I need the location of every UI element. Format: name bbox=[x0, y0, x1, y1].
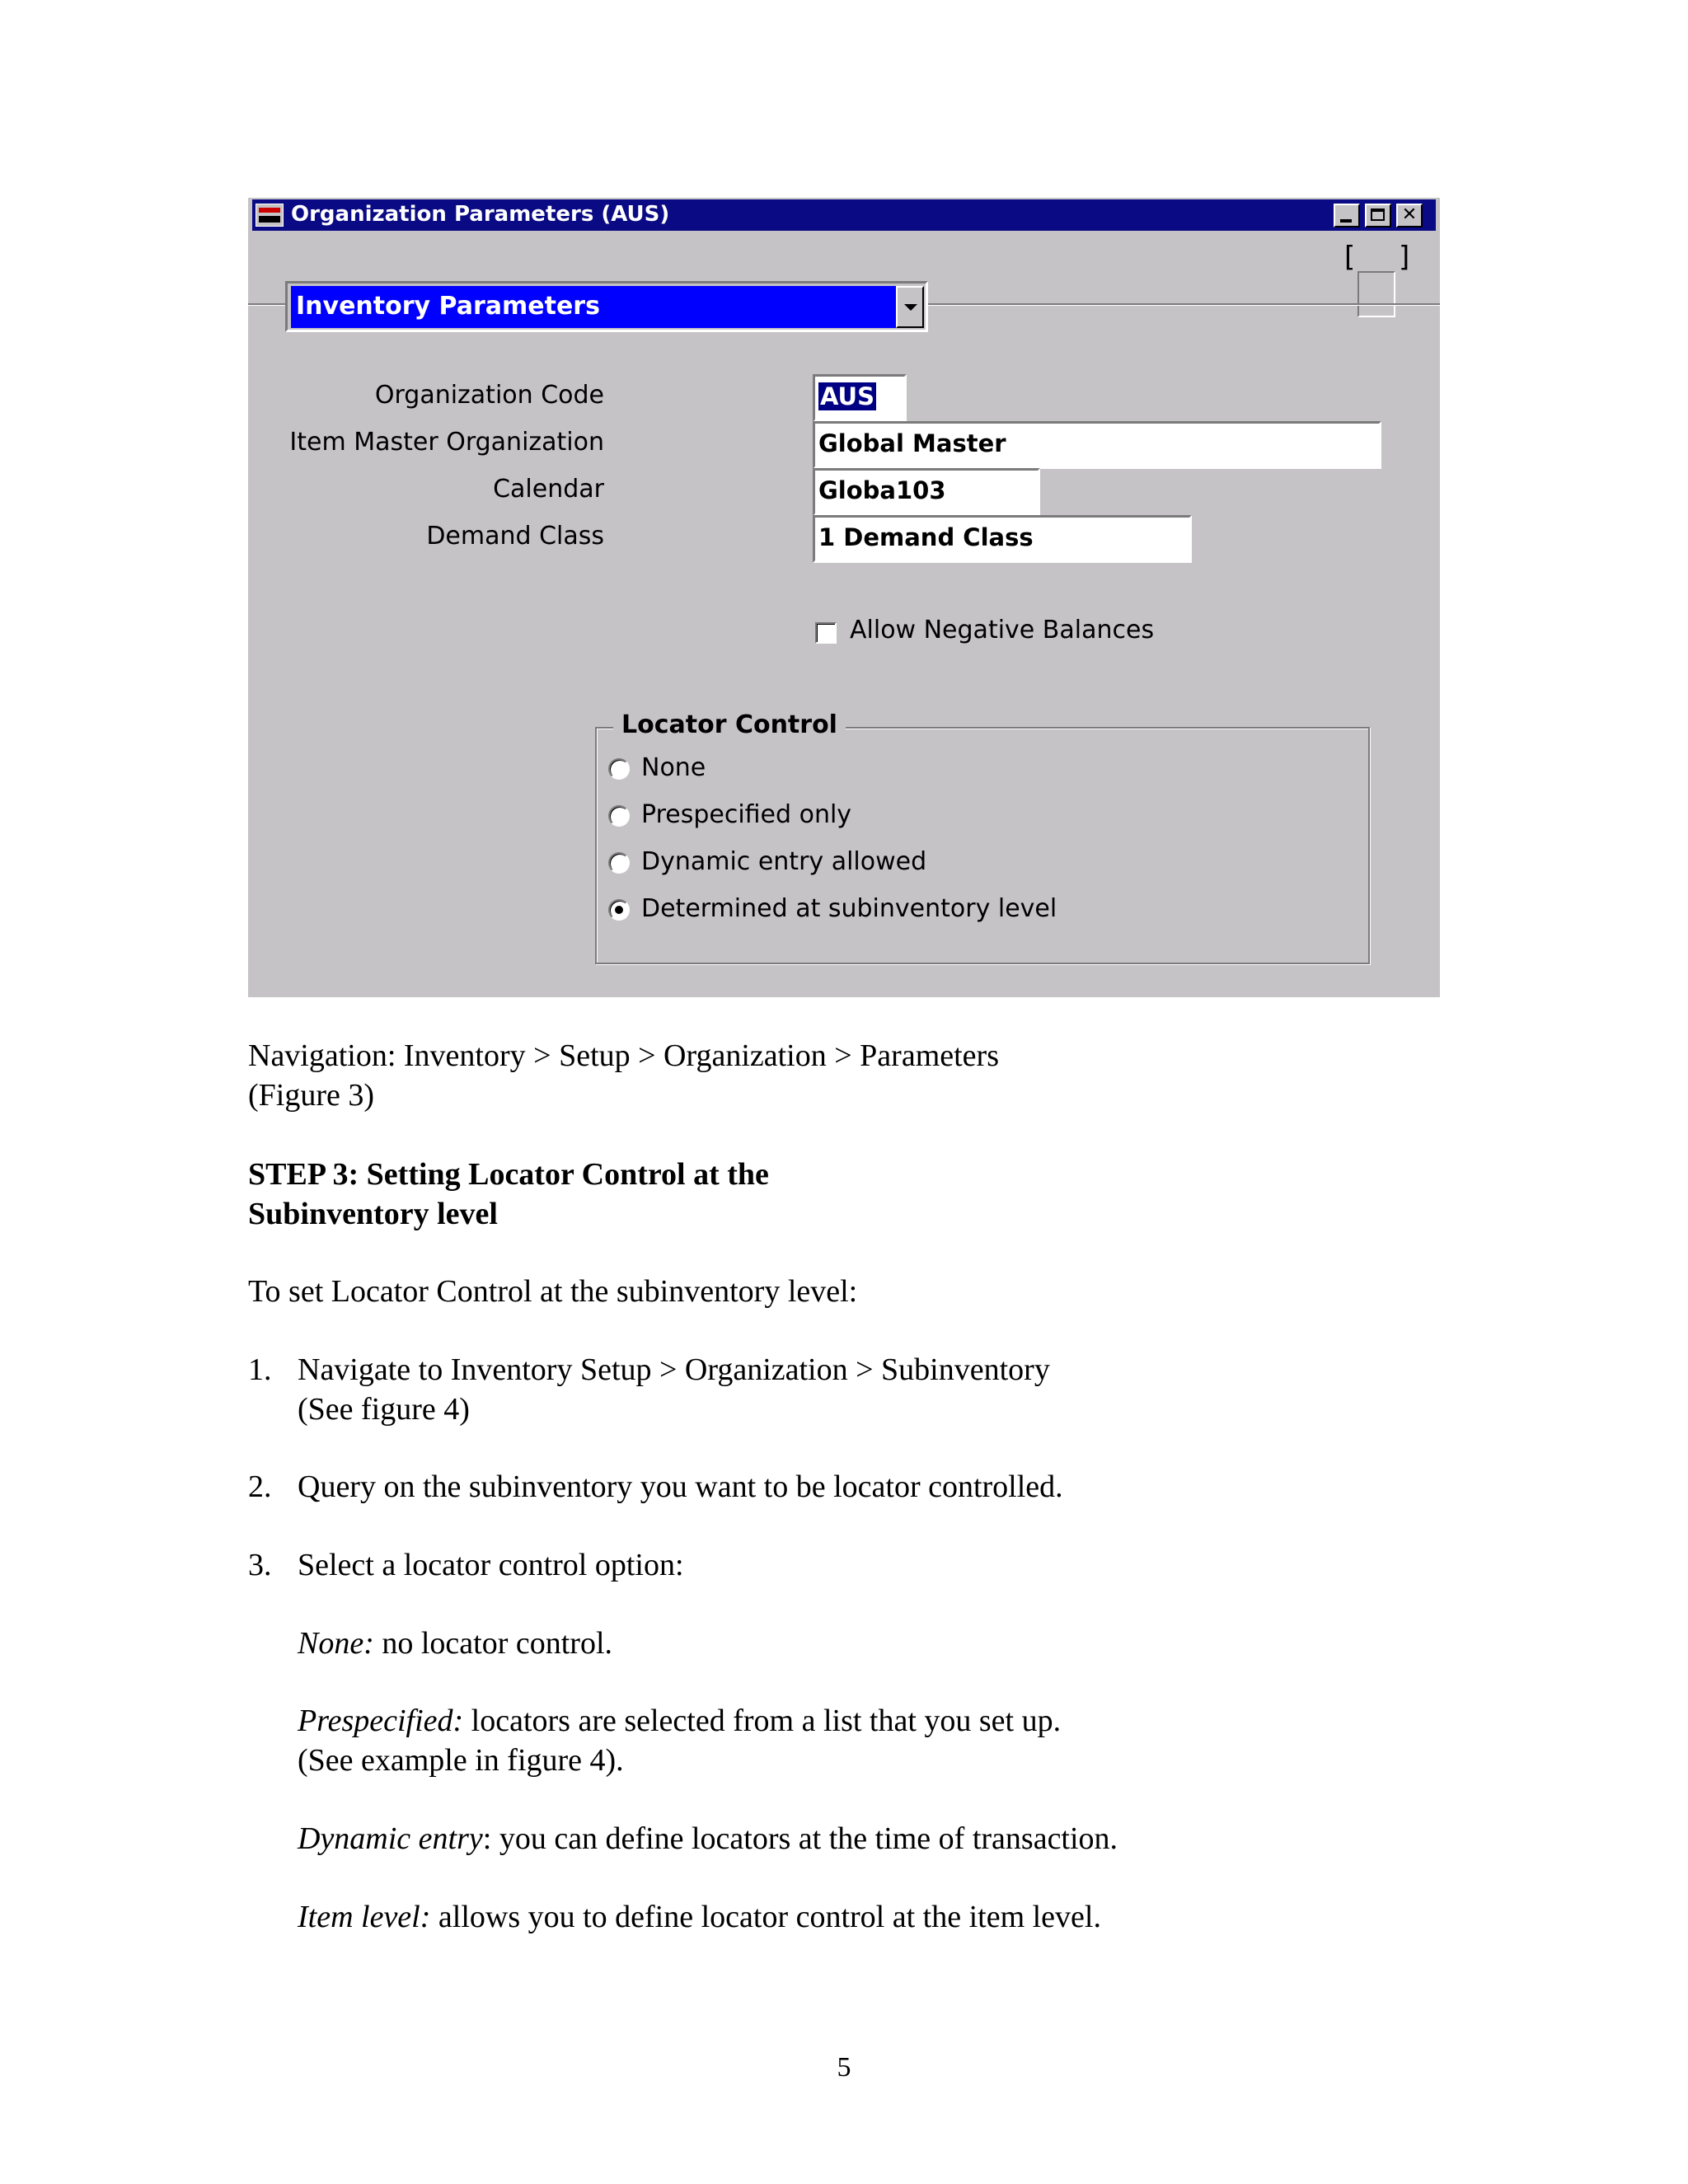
close-icon: ✕ bbox=[1401, 204, 1418, 225]
option-term: Dynamic entry bbox=[298, 1821, 483, 1856]
organization-parameters-window bbox=[248, 198, 1440, 997]
allow-negative-checkbox[interactable] bbox=[815, 622, 837, 644]
option-none bbox=[298, 1624, 612, 1663]
radio-button[interactable] bbox=[608, 758, 630, 780]
chevron-down-icon[interactable] bbox=[896, 286, 924, 328]
step-text: Navigate to Inventory Setup > Organization > Subinventory bbox=[298, 1352, 1050, 1387]
option-dynamic bbox=[298, 1819, 1118, 1858]
radio-button[interactable] bbox=[608, 852, 630, 874]
org-code-value: AUS bbox=[820, 382, 874, 410]
option-desc: locators are selected from a list that you set up. bbox=[463, 1704, 1062, 1738]
option-desc: no locator control. bbox=[373, 1626, 613, 1661]
step-text: Select a locator control option: bbox=[298, 1548, 684, 1582]
bracket-right: ] bbox=[1399, 241, 1410, 274]
allow-negative-label: Allow Negative Balances bbox=[850, 616, 1155, 644]
maximize-icon bbox=[1371, 209, 1385, 221]
record-indicator bbox=[1344, 234, 1410, 284]
radio-button-selected[interactable] bbox=[608, 899, 630, 921]
calendar-label: Calendar bbox=[493, 475, 604, 504]
radio-label: Determined at subinventory level bbox=[641, 894, 1057, 923]
minimize-icon bbox=[1340, 219, 1352, 223]
step-text: Query on the subinventory you want to be locator controlled. bbox=[298, 1469, 1063, 1504]
radio-label: Dynamic entry allowed bbox=[641, 847, 927, 876]
navigation-line: Navigation: Inventory > Setup > Organization > Parameters bbox=[248, 1038, 999, 1073]
window-title: Organization Parameters (AUS) bbox=[291, 202, 670, 227]
step-heading: STEP 3: Setting Locator Control at the bbox=[248, 1157, 769, 1192]
option-term: Item level: bbox=[298, 1900, 431, 1934]
step-number: 1. bbox=[248, 1352, 272, 1387]
intro-text: To set Locator Control at the subinventory level: bbox=[248, 1274, 858, 1309]
record-indicator-box[interactable] bbox=[1357, 271, 1395, 317]
radio-button[interactable] bbox=[608, 805, 630, 827]
locator-control-group bbox=[595, 710, 1370, 964]
org-code-field[interactable] bbox=[813, 374, 907, 422]
calendar-field[interactable]: Globa103 bbox=[813, 468, 1040, 516]
figure-caption: (Figure 3) bbox=[248, 1078, 375, 1113]
item-master-label: Item Master Organization bbox=[289, 428, 604, 457]
option-desc: : you can define locators at the time of transaction. bbox=[482, 1821, 1118, 1856]
step-number: 2. bbox=[248, 1469, 272, 1504]
step-text-continued: (See figure 4) bbox=[298, 1392, 470, 1427]
page-number: 5 bbox=[837, 2052, 851, 2083]
option-prespecified-continued: (See example in figure 4). bbox=[298, 1743, 624, 1778]
option-term: Prespecified: bbox=[298, 1704, 464, 1738]
oracle-app-icon bbox=[256, 204, 284, 227]
org-code-label: Organization Code bbox=[374, 381, 604, 410]
demand-class-label: Demand Class bbox=[426, 522, 604, 551]
radio-label: Prespecified only bbox=[641, 800, 852, 829]
radio-label: None bbox=[641, 753, 706, 782]
option-prespecified bbox=[298, 1701, 1061, 1741]
close-button[interactable] bbox=[1396, 204, 1423, 227]
locator-control-title: Locator Control bbox=[613, 710, 846, 739]
bracket-left: [ bbox=[1344, 241, 1356, 274]
demand-class-field[interactable]: 1 Demand Class bbox=[813, 515, 1192, 563]
section-selector-value: Inventory Parameters bbox=[291, 286, 899, 328]
maximize-button[interactable] bbox=[1365, 204, 1391, 227]
step-number: 3. bbox=[248, 1548, 272, 1582]
option-desc: allows you to define locator control at the item level. bbox=[430, 1900, 1101, 1934]
minimize-button[interactable] bbox=[1334, 204, 1360, 227]
step-heading-continued: Subinventory level bbox=[248, 1197, 498, 1231]
option-item-level bbox=[298, 1897, 1101, 1937]
item-master-field[interactable]: Global Master bbox=[813, 421, 1381, 469]
window-titlebar bbox=[252, 199, 1436, 231]
section-selector[interactable] bbox=[285, 281, 928, 332]
option-term: None: bbox=[298, 1626, 374, 1661]
